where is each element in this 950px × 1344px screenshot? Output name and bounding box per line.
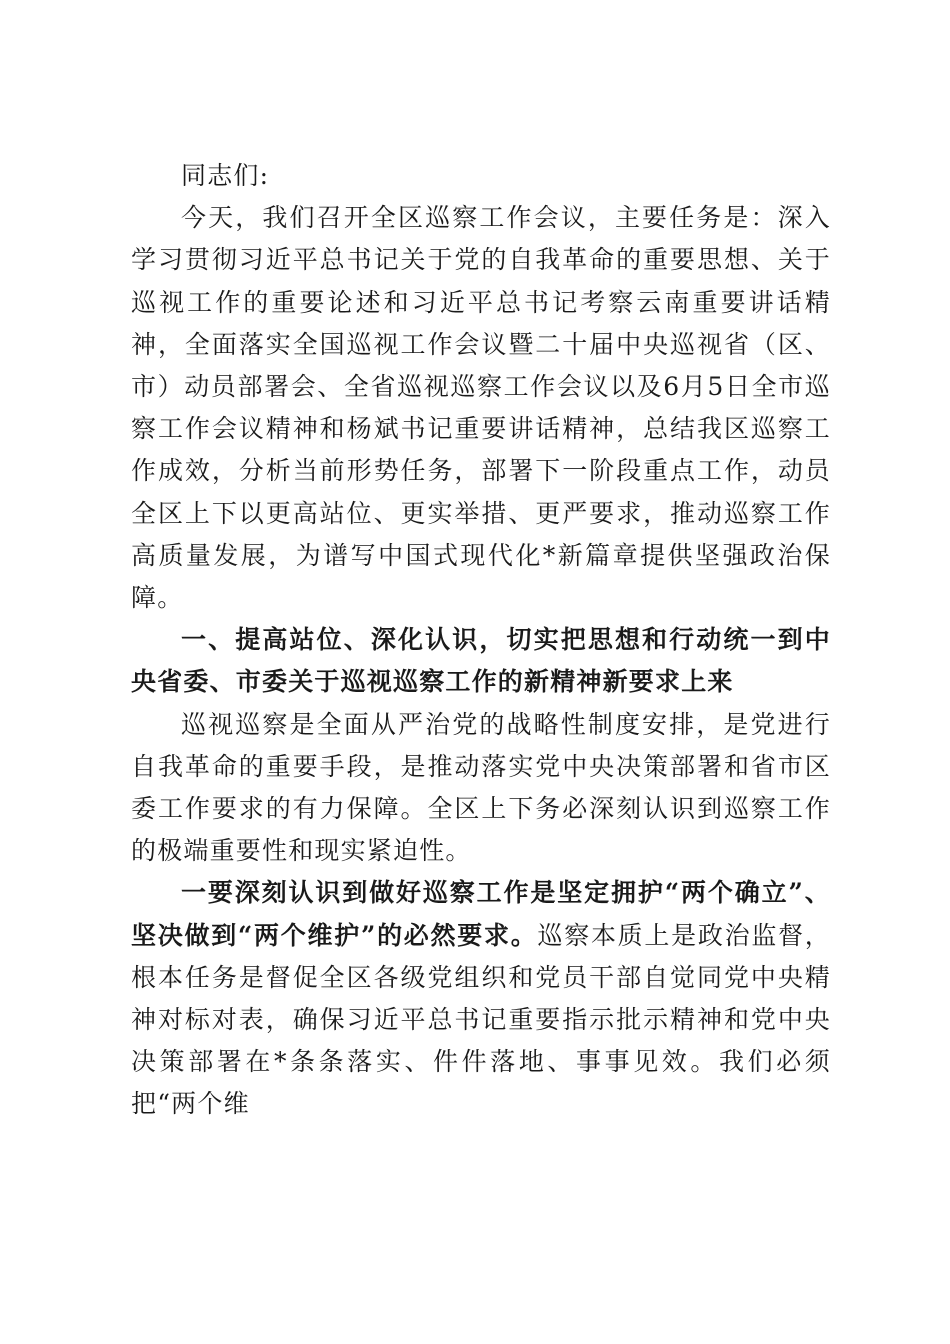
- point-1-bold-lead: 一要深刻认识到做好巡察工作是坚定拥护“两个确立”、坚决做到“两个维护”的必然要求。: [131, 878, 831, 950]
- salutation: 同志们:: [181, 161, 270, 190]
- section-1-point-1: [131, 872, 831, 1125]
- document-body: [131, 155, 831, 1126]
- section-1-heading: 一、提高站位、深化认识，切实把思想和行动统一到中央省委、市委关于巡视巡察工作的新精神新要求上来: [131, 625, 831, 697]
- point-1-body: 巡察本质上是政治监督，根本任务是督促全区各级党组织和党员干部自觉同党中央精神对标对表，确保习近平总书记重要指示批示精神和党中央决策部署在*条条落实、件件落地、事事见效。我们必须把“两个维: [131, 920, 832, 1119]
- opening-paragraph: 今天，我们召开全区巡察工作会议，主要任务是：深入学习贯彻习近平总书记关于党的自我革命的重要思想、关于巡视工作的重要论述和习近平总书记考察云南重要讲话精神，全面落实全国巡视工作会议暨二十届中央巡视省（区、市）动员部署会、全省巡视巡察工作会议以及6月5日全市巡察工作会议精神和杨斌书记重要讲话精神，总结我区巡察工作成效，分析当前形势任务，部署下一阶段重点工作，动员全区上下以更高站位、更实举措、更严要求，推动巡察工作高质量发展，为谱写中国式现代化*新篇章提供坚强政治保障。: [131, 203, 831, 613]
- section-1-paragraph: 巡视巡察是全面从严治党的战略性制度安排，是党进行自我革命的重要手段，是推动落实党中央决策部署和省市区委工作要求的有力保障。全区上下务必深刻认识到巡察工作的极端重要性和现实紧迫性。: [131, 709, 831, 866]
